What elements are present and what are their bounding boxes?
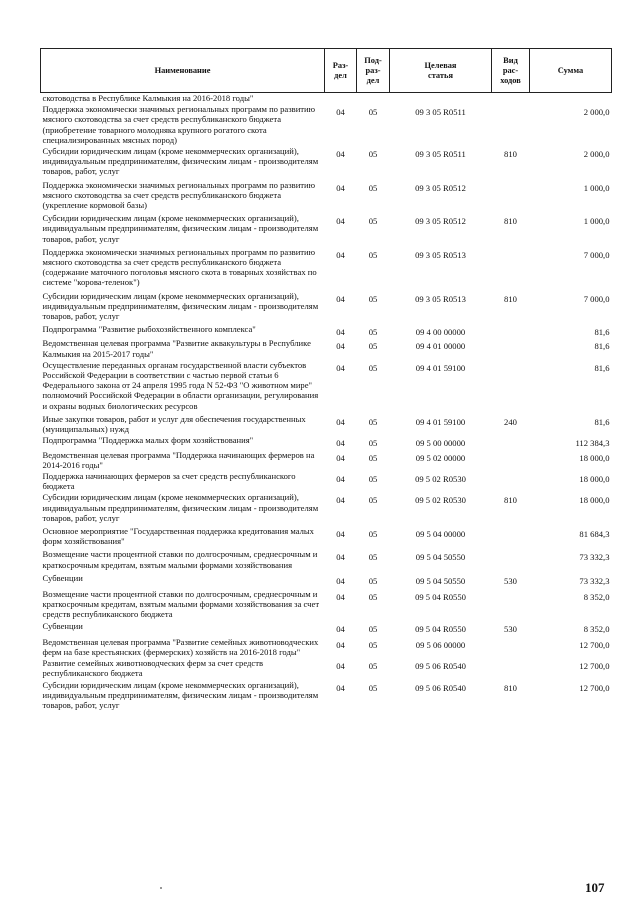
row-podrazdel: 05 <box>368 528 378 539</box>
row-sum: 81,6 <box>594 362 610 373</box>
table-row <box>41 338 612 359</box>
row-razdel: 04 <box>336 591 345 602</box>
row-podrazdel: 05 <box>368 107 378 118</box>
row-razdel: 04 <box>336 552 345 563</box>
row-razdel: 04 <box>336 149 345 160</box>
table-row <box>41 93 612 105</box>
row-target-article: 09 5 06 R0540 <box>415 661 466 672</box>
header-podrazdel: Под- раз- дел <box>357 49 390 93</box>
row-sum: 12 700,0 <box>579 639 610 650</box>
row-podrazdel: 05 <box>368 452 378 463</box>
row-sum: 2 000,0 <box>583 149 610 160</box>
row-podrazdel: 05 <box>368 473 378 484</box>
row-razdel: 04 <box>336 438 345 449</box>
row-expense-type: 810 <box>504 293 517 304</box>
row-target-article: 09 3 05 R0512 <box>415 216 466 227</box>
row-podrazdel: 05 <box>368 216 378 227</box>
row-podrazdel: 05 <box>368 682 378 693</box>
row-target-article: 09 5 04 00000 <box>415 528 466 539</box>
row-razdel: 04 <box>336 682 345 693</box>
row-target-article: 09 4 01 59100 <box>415 416 466 427</box>
table-row <box>41 549 612 572</box>
table-row <box>41 360 612 414</box>
row-expense-type <box>492 526 530 549</box>
row-expense-type: 810 <box>504 682 517 693</box>
row-target-article: 09 4 01 59100 <box>415 362 466 373</box>
row-razdel: 04 <box>336 452 345 463</box>
row-name: Субсидии юридическим лицам (кроме некоммерческих организаций), индивидуальным предпринимателям, физическим лицам - производителям товаров, работ, услуг <box>42 679 319 710</box>
row-target-article: 09 5 04 50550 <box>415 552 466 563</box>
row-name: Поддержка экономически значимых региональных программ по развитию мясного скотоводства за счет средств республиканского бюджета (укрепление кормовой базы) <box>42 179 316 211</box>
row-razdel: 04 <box>336 249 345 260</box>
row-name: Подпрограмма "Поддержка малых форм хозяйствования" <box>42 435 254 446</box>
row-razdel: 04 <box>336 473 345 484</box>
table-row <box>41 621 612 637</box>
page-number: 107 <box>585 880 605 895</box>
row-expense-type <box>492 435 530 449</box>
row-podrazdel: 05 <box>368 623 378 634</box>
table-row <box>41 247 612 291</box>
row-target-article: 09 3 05 R0511 <box>415 107 466 118</box>
header-name: Наименование <box>41 49 325 93</box>
row-name: Возмещение части процентной ставки по долгосрочным, среднесрочным и краткосрочным кредитам, взятым малыми формами хозяйствования за счет средств республиканского бюджета <box>42 588 320 620</box>
row-expense-type: 810 <box>504 149 517 160</box>
row-sum: 2 000,0 <box>583 107 610 118</box>
row-target-article: 09 5 04 R0550 <box>415 591 466 602</box>
row-podrazdel: 05 <box>368 639 378 650</box>
row-razdel: 04 <box>336 293 345 304</box>
row-podrazdel: 05 <box>368 495 378 506</box>
row-expense-type <box>492 360 530 414</box>
row-podrazdel: 05 <box>368 362 378 373</box>
row-podrazdel: 05 <box>368 416 378 427</box>
row-name: Ведомственная целевая программа "Развитие аквакультуры в Республике Калмыкия на 2015-2017 годы" <box>42 338 311 359</box>
row-name: Развитие семейных животноводческих ферм за счет средств республиканского бюджета <box>42 658 264 679</box>
row-expense-type <box>492 324 530 338</box>
row-expense-type <box>492 471 530 492</box>
row-expense-type <box>492 247 530 291</box>
row-name: Субсидии юридическим лицам (кроме некоммерческих организаций), индивидуальным предпринимателям, физическим лицам - производителям товаров, работ, услуг <box>42 290 319 322</box>
table-row <box>41 658 612 679</box>
row-razdel: 04 <box>336 575 345 586</box>
row-razdel: 04 <box>336 416 345 427</box>
row-target-article: 09 3 05 R0511 <box>415 149 466 160</box>
table-row <box>41 104 612 146</box>
header-expense-type: Вид рас- ходов <box>492 49 530 93</box>
row-expense-type: 530 <box>504 623 517 634</box>
row-name: Субсидии юридическим лицам (кроме некоммерческих организаций), индивидуальным предпринимателям, физическим лицам - производителям товаров, работ, услуг <box>42 146 319 177</box>
row-sum: 81 684,3 <box>579 528 610 539</box>
row-target-article: 09 3 05 R0513 <box>415 249 466 260</box>
table-row <box>41 680 612 712</box>
row-target-article: 09 4 01 00000 <box>415 341 466 352</box>
row-target-article: 09 5 02 00000 <box>415 452 466 463</box>
row-sum: 81,6 <box>594 416 610 427</box>
row-name: Ведомственная целевая программа "Развитие семейных животноводческих ферм на базе крестьянских (фермерских) хозяйств на 2016-2018 годы" <box>42 636 319 657</box>
row-expense-type <box>492 637 530 658</box>
table-row <box>41 146 612 180</box>
row-expense-type <box>492 93 530 105</box>
row-name: Осуществление переданных органам государственной власти субъектов Российской Федерации в соответствии с частью первой статьи 6 Федерального закона от 24 апреля 1995 года N 52-ФЗ "О животном мире" полномочий Российской Федерации в области организации, регулирования и охраны водных биологических ресурсов <box>42 359 319 411</box>
row-target-article: 09 5 02 R0530 <box>415 495 466 506</box>
header-sum: Сумма <box>530 49 612 93</box>
row-sum: 81,6 <box>594 341 610 352</box>
row-sum: 81,6 <box>594 327 610 338</box>
row-sum: 8 352,0 <box>583 591 610 602</box>
row-podrazdel: 05 <box>368 438 378 449</box>
row-name: Иные закупки товаров, работ и услуг для обеспечения государственных (муниципальных) нужд <box>42 413 306 435</box>
row-podrazdel: 05 <box>368 661 378 672</box>
budget-table <box>40 48 612 711</box>
row-razdel <box>325 93 357 105</box>
row-sum: 12 700,0 <box>579 682 610 693</box>
row-razdel: 04 <box>336 495 345 506</box>
table-row <box>41 573 612 589</box>
table-row <box>41 435 612 449</box>
table-row <box>41 471 612 492</box>
row-target-article: 09 5 04 R0550 <box>415 623 466 634</box>
row-podrazdel <box>357 93 390 105</box>
row-target-article: 09 4 00 00000 <box>415 327 466 338</box>
row-expense-type <box>492 104 530 146</box>
row-podrazdel: 05 <box>368 327 378 338</box>
row-target-article: 09 5 06 R0540 <box>415 682 466 693</box>
row-name: Поддержка экономически значимых региональных программ по развитию мясного скотоводства за счет средств республиканского бюджета (приобретение товарного молодняка крупного рогатого скота специализированных мясных пород) <box>42 104 316 145</box>
row-sum: 1 000,0 <box>583 216 610 227</box>
row-target-article: 09 5 06 00000 <box>415 639 466 650</box>
row-sum: 73 332,3 <box>579 575 610 586</box>
row-podrazdel: 05 <box>368 149 378 160</box>
row-sum: 7 000,0 <box>583 293 610 304</box>
row-razdel: 04 <box>336 341 345 352</box>
row-name: Подпрограмма "Развитие рыбохозяйственного комплекса" <box>42 324 256 335</box>
table-row <box>41 526 612 549</box>
row-sum: 112 384,3 <box>575 438 610 449</box>
row-podrazdel: 05 <box>368 575 378 586</box>
row-target-article: 09 3 05 R0513 <box>415 293 466 304</box>
header-target-article: Целевая статья <box>390 49 492 93</box>
row-razdel: 04 <box>336 216 345 227</box>
row-target-article: 09 3 05 R0512 <box>415 182 466 193</box>
row-razdel: 04 <box>336 362 345 373</box>
row-expense-type: 810 <box>504 216 517 227</box>
row-name: скотоводства в Республике Калмыкия на 2016-2018 годы" <box>42 93 254 103</box>
row-expense-type <box>492 338 530 359</box>
table-row <box>41 180 612 214</box>
row-razdel: 04 <box>336 623 345 634</box>
row-expense-type <box>492 549 530 572</box>
row-target-article: 09 5 02 R0530 <box>415 473 466 484</box>
row-expense-type <box>492 589 530 621</box>
row-sum <box>530 93 612 105</box>
row-sum: 8 352,0 <box>583 623 610 634</box>
row-podrazdel: 05 <box>368 249 378 260</box>
row-name: Возмещение части процентной ставки по долгосрочным, среднесрочным и краткосрочным кредитам, взятым малыми формами хозяйствования <box>42 549 318 570</box>
row-podrazdel: 05 <box>368 293 378 304</box>
row-sum: 18 000,0 <box>579 473 610 484</box>
row-target-article: 09 5 00 00000 <box>415 438 466 449</box>
row-name: Поддержка экономически значимых региональных программ по развитию мясного скотоводства за счет средств республиканского бюджета (содержание маточного поголовья мясного скота в товарных хозяйствах по системе "корова-теленок") <box>42 246 317 288</box>
table-row <box>41 589 612 621</box>
row-name: Субсидии юридическим лицам (кроме некоммерческих организаций), индивидуальным предпринимателям, физическим лицам - производителям товаров, работ, услуг <box>42 213 319 244</box>
table-row <box>41 213 612 247</box>
row-sum: 7 000,0 <box>583 249 610 260</box>
row-razdel: 04 <box>336 327 345 338</box>
table-row <box>41 414 612 435</box>
row-expense-type <box>492 180 530 214</box>
row-expense-type <box>492 450 530 471</box>
table-row <box>41 492 612 526</box>
row-razdel: 04 <box>336 182 345 193</box>
row-name: Поддержка начинающих фермеров за счет средств республиканского бюджета <box>42 470 296 492</box>
header-razdel: Раз- дел <box>325 49 357 93</box>
row-target-article <box>390 93 492 105</box>
row-name: Субвенции <box>42 572 83 583</box>
row-podrazdel: 05 <box>368 552 378 563</box>
row-sum: 18 000,0 <box>579 495 610 506</box>
row-name: Основное мероприятие "Государственная поддержка кредитования малых форм хозяйствования" <box>42 525 314 547</box>
row-expense-type: 530 <box>504 575 517 586</box>
row-expense-type: 810 <box>504 495 517 506</box>
row-podrazdel: 05 <box>368 341 378 352</box>
scan-speck <box>160 887 162 889</box>
row-razdel: 04 <box>336 528 345 539</box>
table-row <box>41 291 612 325</box>
row-expense-type <box>492 658 530 679</box>
row-podrazdel: 05 <box>368 591 378 602</box>
row-razdel: 04 <box>336 639 345 650</box>
row-podrazdel: 05 <box>368 182 378 193</box>
table-body <box>41 93 612 712</box>
row-sum: 12 700,0 <box>579 661 610 672</box>
table-row <box>41 637 612 658</box>
row-sum: 1 000,0 <box>583 182 610 193</box>
table-row <box>41 324 612 338</box>
row-name: Субвенции <box>42 620 83 631</box>
row-razdel: 04 <box>336 107 345 118</box>
row-razdel: 04 <box>336 661 345 672</box>
row-target-article: 09 5 04 50550 <box>415 575 466 586</box>
row-name: Субсидии юридическим лицам (кроме некоммерческих организаций), индивидуальным предпринимателям, физическим лицам - производителям товаров, работ, услуг <box>42 492 319 523</box>
row-expense-type: 240 <box>504 416 517 427</box>
table-header-row <box>41 49 612 93</box>
table-row <box>41 450 612 471</box>
row-sum: 73 332,3 <box>579 552 610 563</box>
row-name: Ведомственная целевая программа "Поддержка начинающих фермеров на 2014-2016 годы" <box>42 449 315 470</box>
row-sum: 18 000,0 <box>579 452 610 463</box>
